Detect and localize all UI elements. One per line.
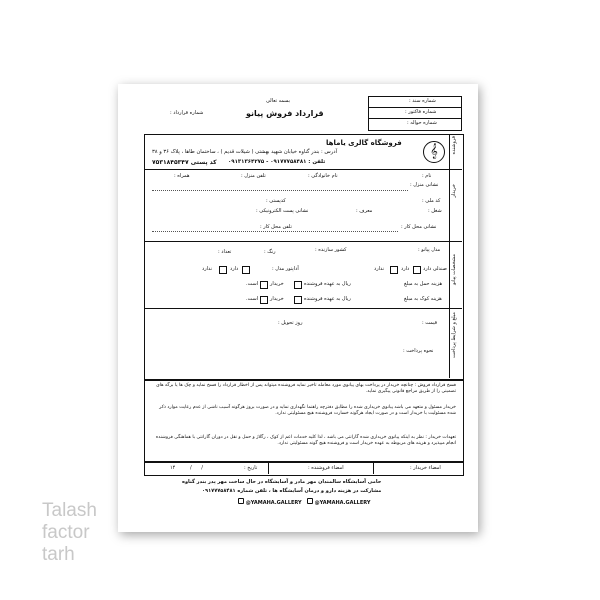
bench-label: صندلی دارد xyxy=(423,266,447,272)
shipping-buyer-checkbox[interactable] xyxy=(260,281,268,289)
treble-clef-logo: 𝄞 xyxy=(423,141,445,163)
contract-sheet xyxy=(118,84,478,532)
instagram-icon xyxy=(238,498,244,504)
watermark-line-3: tarh xyxy=(42,544,75,565)
buyer-national-code-label: کد ملی : xyxy=(422,198,441,204)
adapter-has-checkbox[interactable] xyxy=(242,266,250,274)
clause-buyer-responsibility: خریدار مسئول و متعهد می باشد پیانوی خریداری شده را مطابق دفترچه راهنما نگهداری نماید و در صورت بروز هرگونه آسیب ناشی از عدم رعایت موارد ذکر شده مسئولیت با خریدار است و در صورت ایجاد هرگونه خسارت فروشنده هیچ مسئولیتی ندارد. xyxy=(159,405,456,416)
form-frame xyxy=(144,134,464,380)
instagram-handle-1: @YAMAHA.GALLERY xyxy=(245,500,302,506)
page-title: قرارداد فروش پیانو xyxy=(246,109,324,118)
bench-has-not-label: ندارد xyxy=(374,266,385,272)
buyer-companion-label: همراه : xyxy=(174,173,190,179)
tuning-cost-label: هزینه کوک به مبلغ xyxy=(404,296,442,302)
piano-count-label: تعداد : xyxy=(218,249,232,255)
piano-model-label: مدل پیانو : xyxy=(418,247,441,253)
buyer-home-address-label: نشانی منزل : xyxy=(410,182,439,188)
instagram-handle-2: @YAMAHA.GALLERY xyxy=(314,500,371,506)
adapter-has-label: دارد xyxy=(230,266,239,272)
date-separator: / / xyxy=(190,465,203,471)
tuning-buyer-checkbox[interactable] xyxy=(260,296,268,304)
buyer-job-label: شغل : xyxy=(428,208,442,214)
payment-side-label: مبلغ و شرایط پرداخت xyxy=(451,312,457,358)
reference-box xyxy=(368,96,462,131)
seller-address: آدرس : بندر گناوه خیابان شهید بهشتی ( شیلات قدیم ) ، ساختمان طاها ، پلاک ۳۶ و ۳۸ xyxy=(152,149,338,155)
seller-postal-code: کد پستی ۷۵۳۱۸۴۵۳۴۷ xyxy=(152,159,217,166)
piano-side-label: مشخصات پیانو xyxy=(451,254,457,285)
date-label: تاریخ : xyxy=(244,465,258,471)
buyer-home-phone-label: تلفن منزل : xyxy=(241,173,266,179)
shipping-seller-checkbox[interactable] xyxy=(294,281,302,289)
watermark-line-2: factor xyxy=(42,522,90,543)
buyer-referrer-label: معرف : xyxy=(356,208,373,214)
transfer-number-label: شماره حواله : xyxy=(407,120,437,126)
tuning-rial-seller-label: ریال به عهده فروشنده xyxy=(304,296,351,302)
bench-has-not-checkbox[interactable] xyxy=(390,266,398,274)
footer-line-1: حامی آسایشگاه سالمندان مهر مادر و آسایشگاه در حال ساخت مهر پدر بندر گناوه xyxy=(182,479,382,485)
watermark xyxy=(42,500,97,566)
instagram-icon xyxy=(307,498,313,504)
seller-phone: تلفن : ۰۹۱۷۷۷۵۸۴۸۱ - ۰۹۱۳۱۳۶۴۲۷۵ xyxy=(228,159,326,165)
footer-line-2: مشارکت در هزینه دارو و درمان آسایشگاه ها ، تلفن شماره ۰۹۱۷۷۷۵۸۴۸۱ xyxy=(202,488,382,494)
buyer-work-phone-label: تلفن محل کار : xyxy=(260,224,292,230)
payment-method-label: نحوه پرداخت : xyxy=(403,348,434,354)
adapter-has-not-label: ندارد xyxy=(202,266,213,272)
buyer-side-label: خریدار xyxy=(451,184,457,198)
adapter-has-not-checkbox[interactable] xyxy=(219,266,227,274)
bench-has-label: دارد xyxy=(401,266,410,272)
clause-termination: فسخ قرارداد فروش : چنانچه خریدار در پرداخت بهای پیانوی مورد معامله تاخیر نماید فروشنده میتواند پس از اخطار قرارداد را فسخ نماید و چک ها یا برگه های تضمینی را از طریق مراجع قانونی پیگیری نماید. xyxy=(156,383,456,394)
bench-has-checkbox[interactable] xyxy=(413,266,421,274)
piano-color-label: رنگ : xyxy=(264,249,276,255)
adapter-label: آداپتور مدل : xyxy=(272,266,299,272)
buyer-postal-code-label: کدپستی : xyxy=(266,198,286,204)
price-label: قیمت : xyxy=(422,320,437,326)
buyer-name-label: نام : xyxy=(422,173,432,179)
contract-number-label: شماره قرارداد : xyxy=(170,110,204,116)
date-year: ۱۴ xyxy=(170,465,176,471)
document-number-label: شماره سند : xyxy=(409,98,436,104)
watermark-line-1: Talash xyxy=(42,500,97,521)
buyer-family-label: نام خانوادگی : xyxy=(308,173,338,179)
invoice-number-label: شماره فاکتور : xyxy=(405,109,437,115)
instagram-handles xyxy=(238,498,370,506)
seller-side-label: فروشنده xyxy=(451,136,457,155)
shipping-cost-label: هزینه حمل به مبلغ xyxy=(404,281,443,287)
tuning-is-label: است. xyxy=(246,296,259,302)
shipping-is-label: است. xyxy=(246,281,259,287)
tuning-buyer-label: خریدار xyxy=(270,296,284,302)
shipping-buyer-label: خریدار xyxy=(270,281,284,287)
buyer-signature-label: امضاء خریدار : xyxy=(410,465,441,471)
clause-buyer-obligations: تعهدات خریدار : نظر به اینکه پیانوی خریداری شده گارانتی می باشد ، لذا کلیه خدمات اعم از کوک ، رگلاژ و حمل و نقل در دوران گارانتی با هماهنگی فروشنده انجام میپذیرد و هزینه های مربوطه به عهده خریدار است و فروشنده هیچ گونه مسئولیتی ندارد. xyxy=(155,435,456,446)
delivery-day-label: روز تحویل : xyxy=(278,320,303,326)
buyer-work-address-label: نشانی محل کار : xyxy=(401,224,437,230)
buyer-email-label: نشانی پست الکترونیکی : xyxy=(256,208,309,214)
shipping-rial-seller-label: ریال به عهده فروشنده xyxy=(304,281,351,287)
tuning-seller-checkbox[interactable] xyxy=(294,296,302,304)
piano-country-label: کشور سازنده : xyxy=(315,247,347,253)
bismillah: بسمه تعالی xyxy=(266,98,291,104)
seller-shop-name: فروشگاه گالری یاماها xyxy=(326,139,402,147)
seller-signature-label: امضاء فروشنده : xyxy=(308,465,344,471)
